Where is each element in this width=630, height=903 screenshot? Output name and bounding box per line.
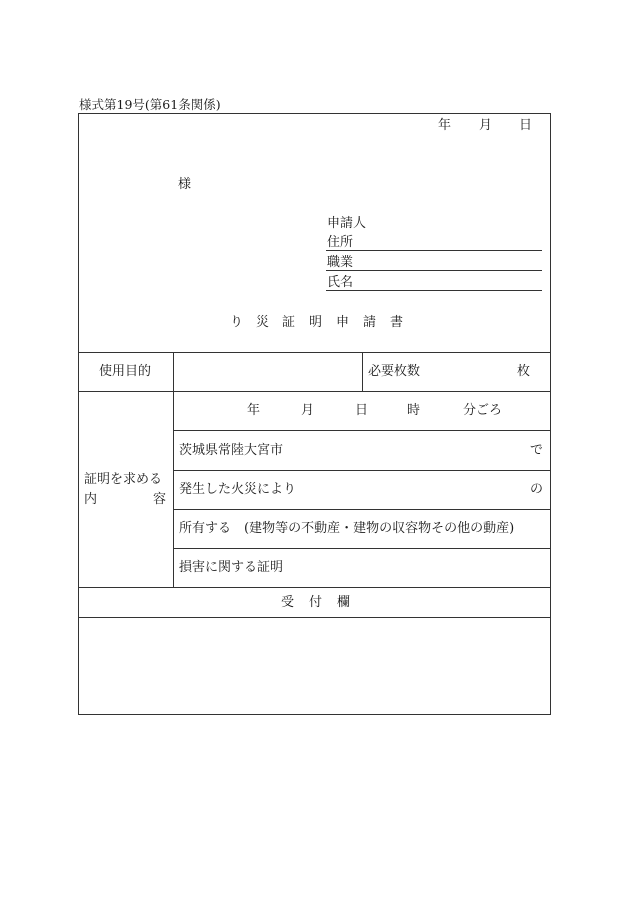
addressee-suffix: 様	[178, 177, 192, 192]
form-number-label: 様式第19号(第61条関係)	[79, 97, 221, 112]
document-title-char: り	[230, 315, 244, 330]
divider	[78, 617, 551, 618]
divider	[173, 352, 174, 587]
date-day-label: 日	[519, 118, 533, 133]
content-label-char-right: 容	[153, 492, 167, 507]
divider	[78, 352, 551, 353]
divider	[362, 352, 363, 391]
address-label: 住所	[327, 235, 354, 250]
incident-day-label: 日	[355, 403, 369, 418]
incident-year-label: 年	[247, 403, 261, 418]
divider	[173, 509, 551, 510]
copies-unit: 枚	[517, 364, 531, 379]
document-title-char: 災	[256, 315, 270, 330]
copies-label: 必要枚数	[368, 364, 421, 379]
incident-month-label: 月	[301, 403, 315, 418]
fire-cause-text: 発生した火災により	[179, 482, 297, 497]
reception-area	[80, 619, 549, 713]
occupation-field-line[interactable]	[326, 270, 542, 271]
divider	[173, 470, 551, 471]
reception-title-char: 付	[309, 595, 323, 610]
incident-place-suffix: で	[530, 443, 544, 458]
divider	[78, 391, 551, 392]
document-title-char: 書	[390, 315, 404, 330]
incident-hour-label: 時	[407, 403, 421, 418]
name-field-line[interactable]	[326, 290, 542, 291]
date-month-label: 月	[479, 118, 493, 133]
fire-cause-suffix: の	[530, 482, 544, 497]
incident-minute-label: 分ごろ	[463, 403, 503, 418]
reception-title-char: 受	[281, 595, 295, 610]
applicant-title: 申請人	[327, 216, 367, 231]
divider	[173, 548, 551, 549]
content-label-char-left: 内	[84, 492, 98, 507]
purpose-field[interactable]	[175, 354, 360, 389]
document-title-char: 請	[363, 315, 377, 330]
document-title-char: 証	[282, 315, 296, 330]
purpose-label: 使用目的	[99, 364, 152, 379]
occupation-label: 職業	[327, 255, 354, 270]
incident-place-text: 茨城県常陸大宮市	[179, 443, 284, 458]
property-text: 所有する (建物等の不動産・建物の収容物その他の動産)	[179, 521, 515, 536]
divider	[173, 430, 551, 431]
name-label: 氏名	[327, 275, 354, 290]
document-title-char: 明	[309, 315, 323, 330]
date-year-label: 年	[438, 118, 452, 133]
address-field-line[interactable]	[326, 250, 542, 251]
damage-text: 損害に関する証明	[179, 560, 284, 575]
reception-title-char: 欄	[337, 595, 351, 610]
divider	[78, 587, 551, 588]
document-title-char: 申	[336, 315, 350, 330]
content-label-line1: 証明を求める	[84, 472, 163, 487]
